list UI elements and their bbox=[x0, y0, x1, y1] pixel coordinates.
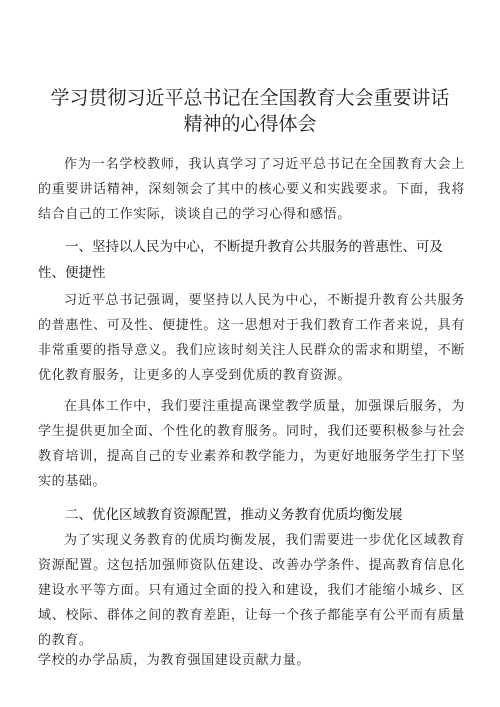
document-title-line2: 精神的心得体会 bbox=[183, 113, 317, 135]
section2-heading: 二、优化区域教育资源配置，推动义务教育优质均衡发展 bbox=[65, 507, 403, 523]
document-title-line1: 学习贯彻习近平总书记在全国教育大会重要讲话 bbox=[50, 87, 450, 109]
section1-heading: 一、坚持以人民为中心，不断提升教育公共服务的普惠性、可及性、便捷性 bbox=[38, 239, 443, 281]
section2-paragraph1: 为了实现义务教育的优质均衡发展，我们需要进一步优化区域教育资源配置。这包括加强师资队伍建设、改善办学条件、提高教育信息化建设水平等方面。只有通过全面的投入和建设，我们才能缩小城乡、区域、校际、群体之间的教育差距，让每一个孩子都能享有公平而有质量的教育。 bbox=[38, 533, 465, 648]
section1-paragraph1: 习近平总书记强调，要坚持以人民为中心，不断提升教育公共服务的普惠性、可及性、便捷性。这一思想对于我们教育工作者来说，具有非常重要的指导意义。我们应该时刻关注人民群众的需求和期望，不断优化教育服务，让更多的人享受到优质的教育资源。 bbox=[38, 293, 465, 383]
closing-line: 学校的办学品质，为教育强国建设贡献力量。 bbox=[38, 653, 311, 668]
intro-paragraph: 作为一名学校教师，我认真学习了习近平总书记在全国教育大会上的重要讲话精神，深刻领会了其中的核心要义和实践要求。下面，我将结合自己的工作实际，谈谈自己的学习心得和感悟。 bbox=[38, 157, 465, 222]
section1-paragraph2: 在具体工作中，我们要注重提高课堂教学质量，加强课后服务，为学生提供更加全面、个性化的教育服务。同时，我们还要积极参与社会教育培训，提高自己的专业素养和教学能力，为更好地服务学生打下坚实的基础。 bbox=[38, 399, 465, 489]
